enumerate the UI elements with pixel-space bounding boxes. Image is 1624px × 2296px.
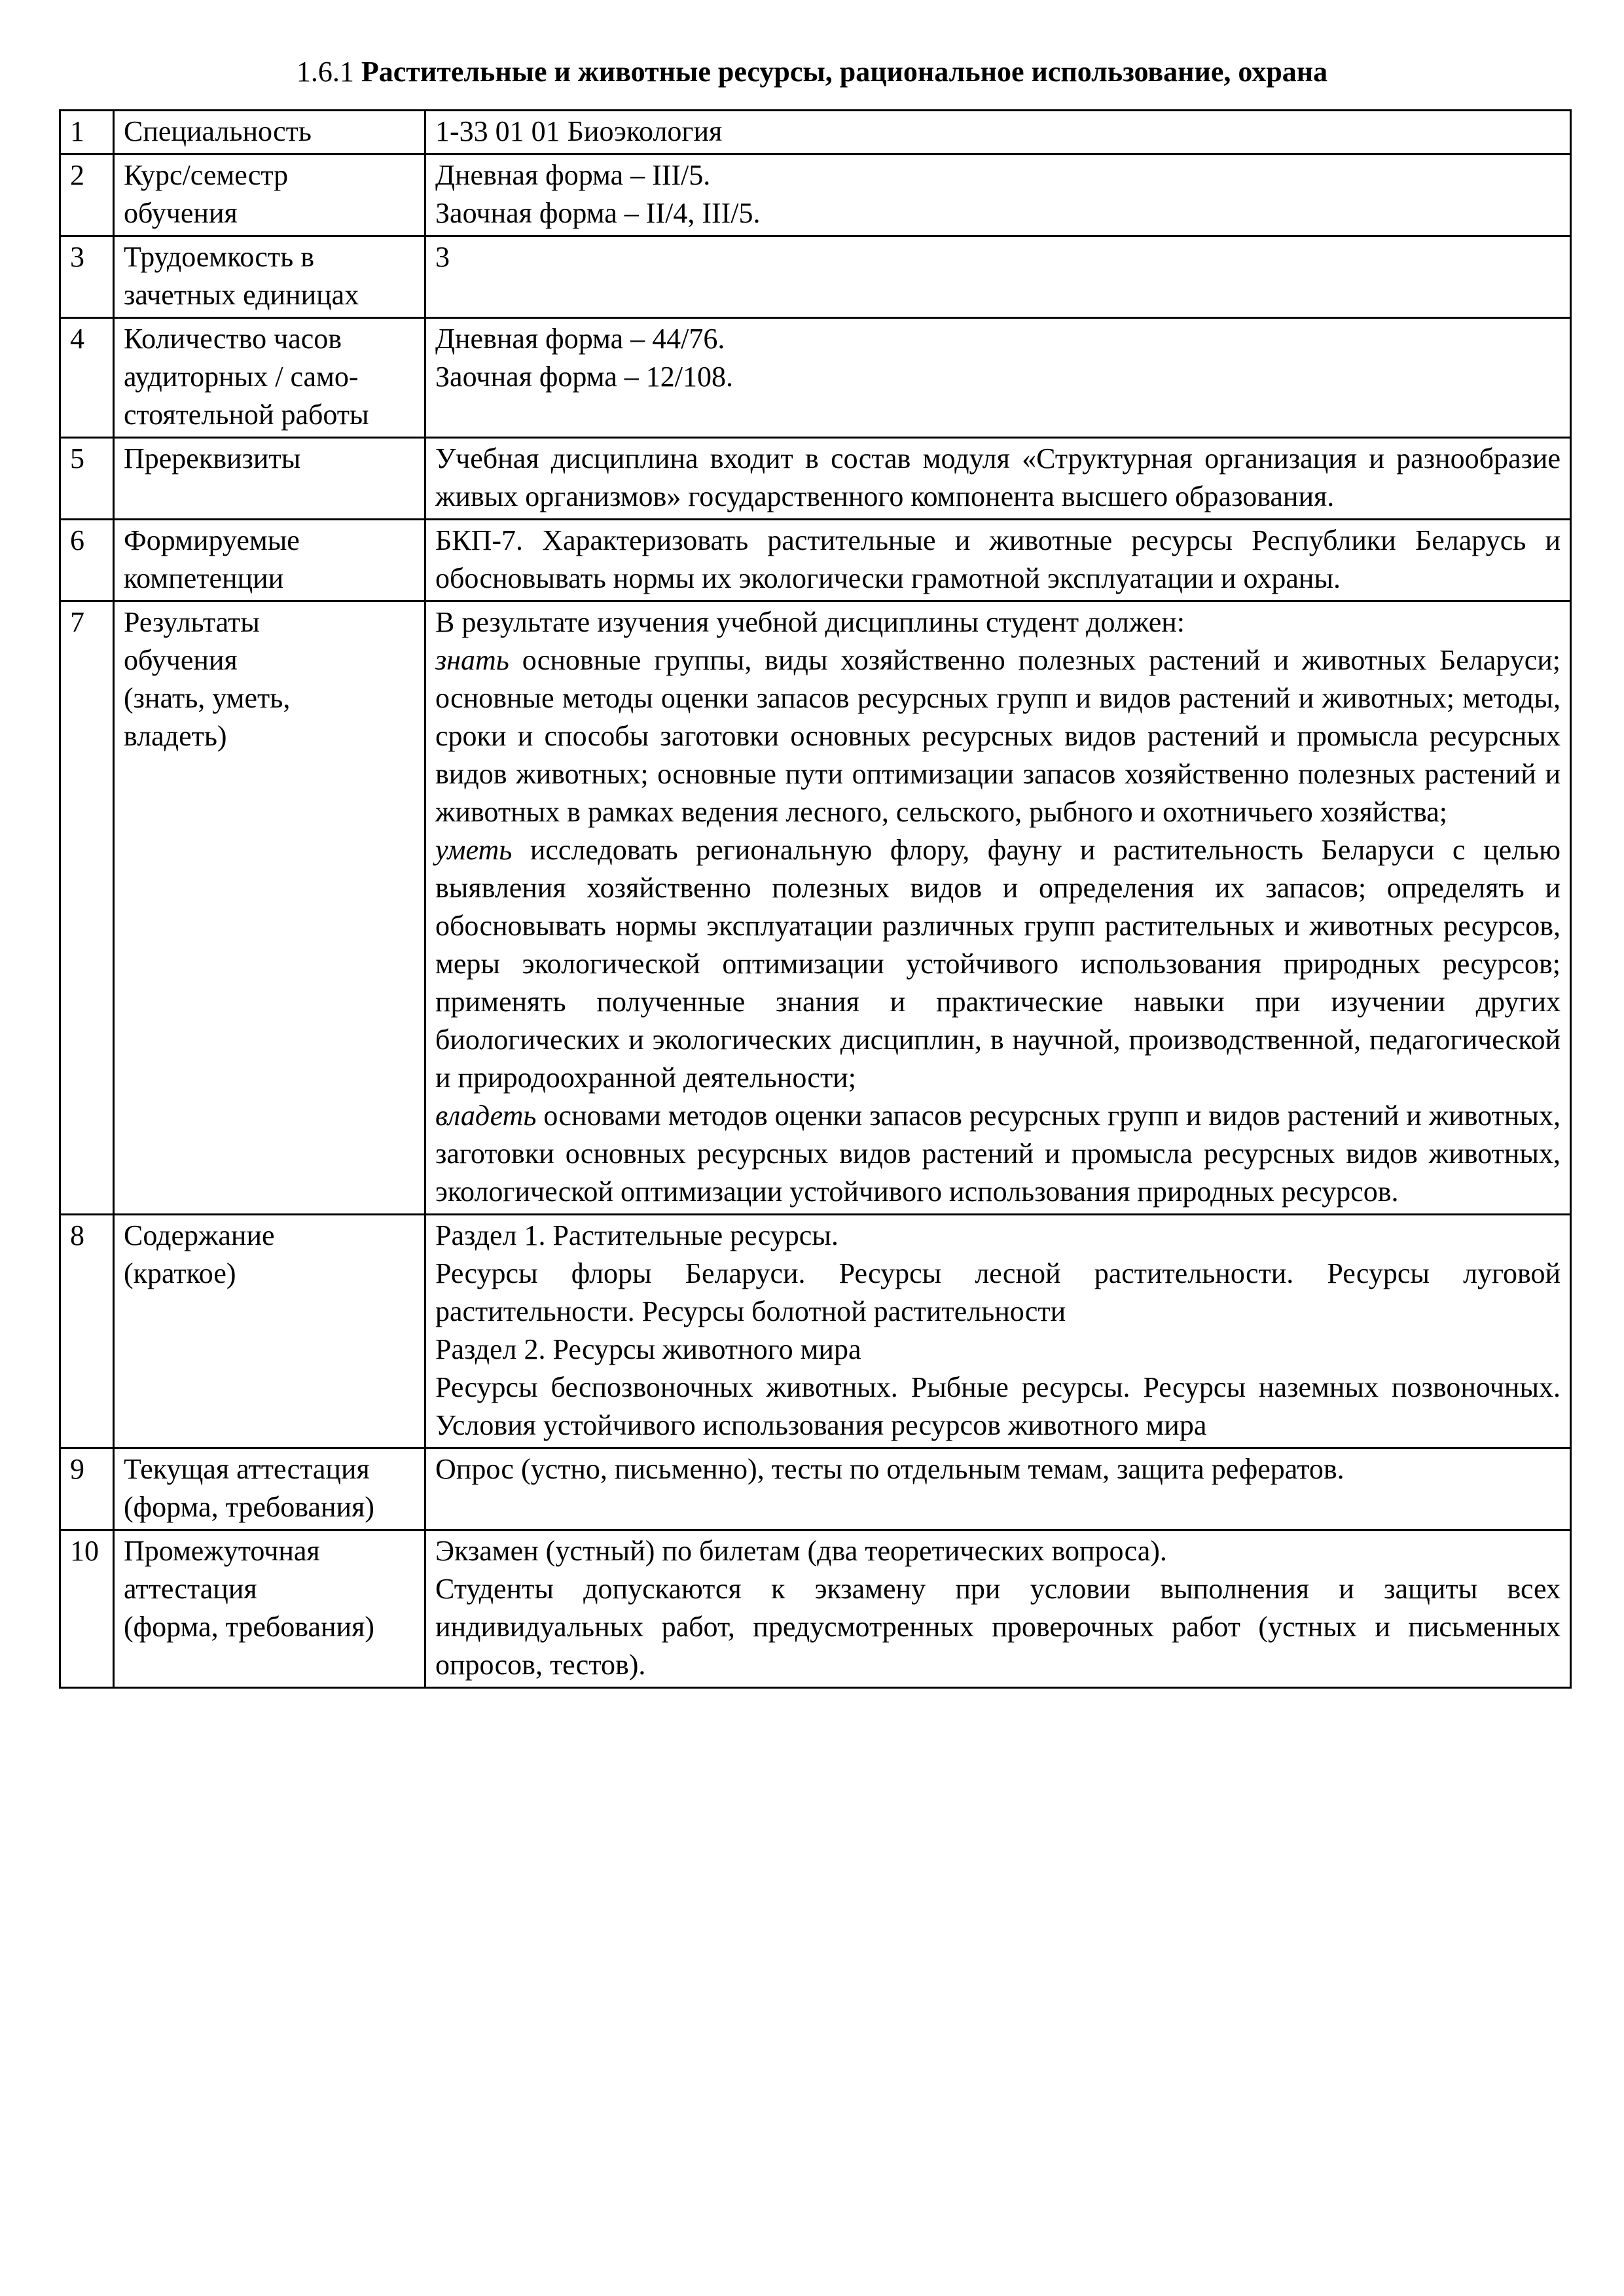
- table-row-hours: [60, 318, 1571, 438]
- table-row-competencies: [60, 520, 1571, 601]
- table-row-course-semester: [60, 154, 1571, 236]
- row-number: 4: [60, 318, 114, 438]
- row-label: Курс/семестр обучения: [114, 154, 425, 236]
- row-value: Опрос (устно, письменно), тесты по отдельным темам, защита рефератов.: [425, 1448, 1571, 1530]
- row-label: Количество часов аудиторных / само- стоятельной работы: [114, 318, 425, 438]
- row-value: Дневная форма – 44/76. Заочная форма – 12/108.: [425, 318, 1571, 438]
- row-number: 8: [60, 1215, 114, 1448]
- row-label: Промежуточная аттестация (форма, требования): [114, 1530, 425, 1688]
- table-row-current-assessment: [60, 1448, 1571, 1530]
- row-value: Экзамен (устный) по билетам (два теоретических вопроса). Студенты допускаются к экзамену при условии выполнения и защиты всех индивидуальных работ, предусмотренных проверочных работ (устных и письменных опросов, тестов).: [425, 1530, 1571, 1688]
- table-row-prerequisites: [60, 438, 1571, 520]
- row-label: Специальность: [114, 111, 425, 154]
- page-title: [0, 54, 1624, 90]
- row-number: 7: [60, 601, 114, 1215]
- row-value: [425, 601, 1571, 1215]
- row-label: Пререквизиты: [114, 438, 425, 520]
- row-number: 3: [60, 236, 114, 318]
- keyword-know: знать: [435, 644, 509, 676]
- section-number: 1.6.1: [296, 56, 354, 88]
- table-row-specialty: [60, 111, 1571, 154]
- row-value: БКП-7. Характеризовать растительные и животные ресурсы Республики Беларусь и обосновывать нормы их экологически грамотной эксплуатации и охраны.: [425, 520, 1571, 601]
- row-number: 6: [60, 520, 114, 601]
- course-info-table: [59, 109, 1572, 1689]
- row-label: Формируемые компетенции: [114, 520, 425, 601]
- row-label: Результаты обучения (знать, уметь, владеть): [114, 601, 425, 1215]
- table-row-learning-outcomes: [60, 601, 1571, 1215]
- section-title: Растительные и животные ресурсы, рациональное использование, охрана: [361, 56, 1328, 88]
- row-number: 9: [60, 1448, 114, 1530]
- row-number: 5: [60, 438, 114, 520]
- keyword-master: владеть: [435, 1100, 537, 1132]
- row-label: Содержание (краткое): [114, 1215, 425, 1448]
- table-row-credit-units: [60, 236, 1571, 318]
- table-row-content: [60, 1215, 1571, 1448]
- row-label: Трудоемкость в зачетных единицах: [114, 236, 425, 318]
- table-row-intermediate-assessment: [60, 1530, 1571, 1688]
- keyword-can: уметь: [435, 834, 513, 866]
- row-value: 3: [425, 236, 1571, 318]
- row-value: Раздел 1. Растительные ресурсы. Ресурсы флоры Беларуси. Ресурсы лесной растительности. Ресурсы луговой растительности. Ресурсы болотной растительности Раздел 2. Ресурсы животного мира Ресурсы беспозвоночных животных. Рыбные ресурсы. Ресурсы наземных позвоночных. Условия устойчивого использования ресурсов животного мира: [425, 1215, 1571, 1448]
- row-number: 2: [60, 154, 114, 236]
- row-number: 10: [60, 1530, 114, 1688]
- row-value: Учебная дисциплина входит в состав модуля «Структурная организация и разнообразие живых организмов» государственного компонента высшего образования.: [425, 438, 1571, 520]
- row-value: 1-33 01 01 Биоэкология: [425, 111, 1571, 154]
- outcome-master: владеть основами методов оценки запасов ресурсных групп и видов растений и животных, заготовки основных ресурсных видов растений и промысла ресурсных видов животных, экологической оптимизации устойчивого использования природных ресурсов.: [435, 1100, 1561, 1208]
- outcome-can: уметь исследовать региональную флору, фауну и растительность Беларуси с целью выявления хозяйственно полезных видов и определения их запасов; определять и обосновывать нормы эксплуатации различных групп растительных и животных ресурсов, меры экологической оптимизации устойчивого использования природных ресурсов; применять полученные знания и практические навыки при изучении других биологических и экологических дисциплин, в научной, производственной, педагогической и природоохранной деятельности;: [435, 834, 1561, 1094]
- row-value: Дневная форма – III/5. Заочная форма – II/4, III/5.: [425, 154, 1571, 236]
- row-number: 1: [60, 111, 114, 154]
- outcomes-intro: В результате изучения учебной дисциплины студент должен:: [435, 606, 1185, 638]
- outcome-know: знать основные группы, виды хозяйственно полезных растений и животных Беларуси; основные методы оценки запасов ресурсных групп и видов растений и животных; методы, сроки и способы заготовки основных ресурсных видов растений и промысла ресурсных видов животных; основные пути оптимизации запасов хозяйственно полезных растений и животных в рамках ведения лесного, сельского, рыбного и охотничьего хозяйства;: [435, 644, 1561, 828]
- row-label: Текущая аттестация (форма, требования): [114, 1448, 425, 1530]
